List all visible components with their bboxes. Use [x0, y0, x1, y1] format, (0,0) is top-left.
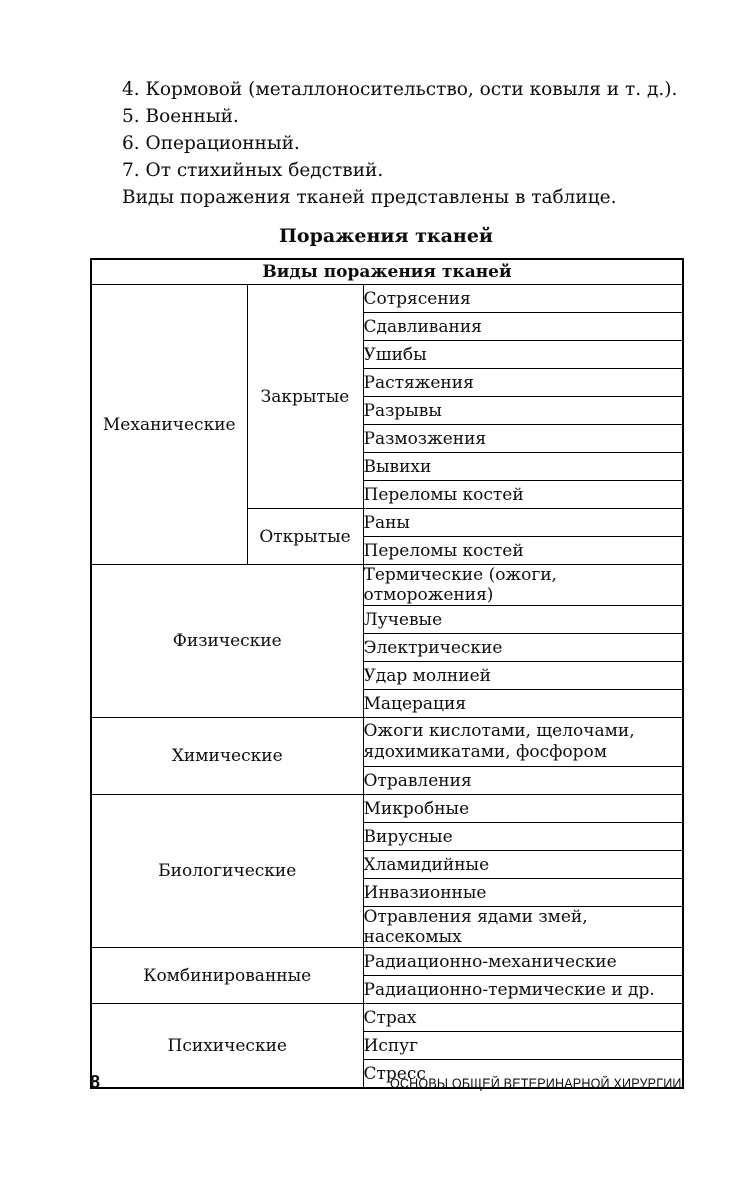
item-cell: Размозжения	[363, 425, 683, 453]
list-item-5: 5. Военный.	[122, 106, 239, 127]
item-cell: Стресс	[363, 1060, 683, 1089]
item-cell: Микробные	[363, 795, 683, 823]
table-row	[91, 1004, 683, 1032]
group-cell-psychic: Психические	[91, 1004, 363, 1089]
page-number: 8	[90, 1072, 101, 1092]
group-cell-physical: Физические	[91, 565, 363, 718]
subgroup-cell-open: Открытые	[247, 509, 363, 565]
item-cell: Раны	[363, 509, 683, 537]
group-cell-chemical: Химические	[91, 718, 363, 795]
item-cell: Сдавливания	[363, 313, 683, 341]
table-title: Поражения тканей	[278, 225, 494, 247]
intro-list	[90, 76, 682, 211]
list-item-4: 4. Кормовой (металлоносительство, ости ковыля и т. д.).	[122, 79, 678, 100]
item-cell: Хламидийные	[363, 851, 683, 879]
group-cell-biological: Биологические	[91, 795, 363, 948]
item-cell: Электрические	[363, 634, 683, 662]
item-cell: Ожоги кислотами, щелочами, ядохимикатами, фосфором	[363, 718, 683, 767]
page-footer	[90, 1072, 682, 1093]
item-cell: Вывихи	[363, 453, 683, 481]
table-row	[91, 565, 683, 606]
subgroup-cell-closed: Закрытые	[247, 285, 363, 509]
item-cell: Ушибы	[363, 341, 683, 369]
table-header-cell: Виды поражения тканей	[91, 259, 683, 285]
item-cell: Страх	[363, 1004, 683, 1032]
group-cell-mechanical: Механические	[91, 285, 247, 565]
item-cell: Переломы костей	[363, 481, 683, 509]
item-cell: Термические (ожоги, отморожения)	[363, 565, 683, 606]
table-row	[91, 948, 683, 976]
item-cell: Испуг	[363, 1032, 683, 1060]
text-block	[90, 76, 682, 1089]
item-cell: Радиационно-механические	[363, 948, 683, 976]
table-row	[91, 259, 683, 285]
item-cell: Растяжения	[363, 369, 683, 397]
item-cell: Отравления ядами змей, насекомых	[363, 907, 683, 948]
list-item-7: 7. От стихийных бедствий.	[122, 160, 384, 181]
item-cell: Лучевые	[363, 606, 683, 634]
item-cell: Вирусные	[363, 823, 683, 851]
item-cell: Инвазионные	[363, 879, 683, 907]
item-cell: Разрывы	[363, 397, 683, 425]
table-row	[91, 795, 683, 823]
item-cell: Удар молнией	[363, 662, 683, 690]
list-item-6: 6. Операционный.	[122, 133, 300, 154]
item-cell: Отравления	[363, 767, 683, 795]
intro-sentence: Виды поражения тканей представлены в таблице.	[122, 187, 617, 208]
item-cell: Мацерация	[363, 690, 683, 718]
item-cell: Сотрясения	[363, 285, 683, 313]
item-cell: Радиационно-термические и др.	[363, 976, 683, 1004]
table-row	[91, 285, 683, 313]
running-head: ОСНОВЫ ОБЩЕЙ ВЕТЕРИНАРНОЙ ХИРУРГИИ	[390, 1076, 682, 1091]
group-cell-combined: Комбинированные	[91, 948, 363, 1004]
table-row	[91, 718, 683, 767]
tissue-lesions-table	[90, 258, 684, 1089]
item-cell: Переломы костей	[363, 537, 683, 565]
